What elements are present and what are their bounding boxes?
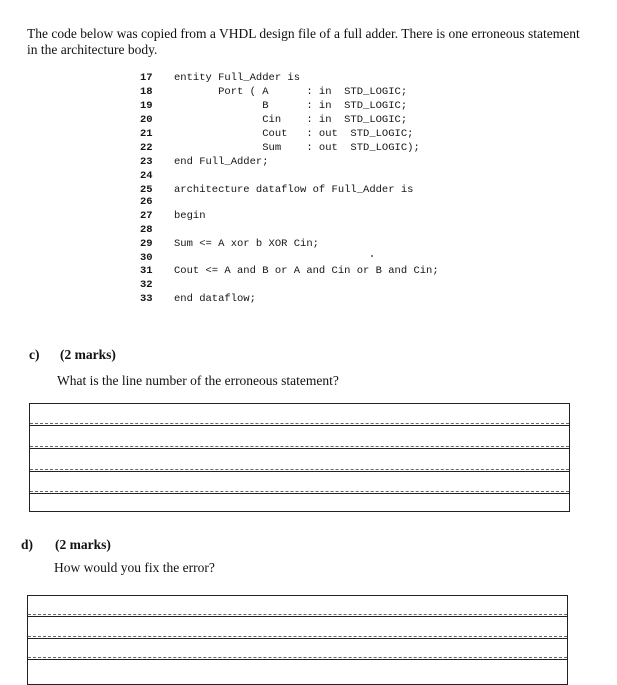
line-number: 21 [140,128,153,140]
code-text: Cout : out STD_LOGIC; [174,128,414,140]
line-number: 31 [140,265,153,277]
answer-line [30,446,569,447]
line-number: 26 [140,196,153,208]
code-text: end Full_Adder; [174,156,269,168]
line-number: 27 [140,210,153,222]
question-d-marks: (2 marks) [55,537,111,552]
line-number: 30 [140,252,153,264]
line-number: 25 [140,184,153,196]
line-number: 24 [140,170,153,182]
answer-line [30,423,569,424]
answer-line [30,493,569,494]
answer-line [30,469,569,470]
answer-line [28,614,567,615]
scan-speck [371,255,373,257]
answer-line [30,471,569,472]
line-number: 20 [140,114,153,126]
question-c-label: c) [29,347,40,362]
code-text: entity Full_Adder is [174,72,301,84]
code-text: Sum : out STD_LOGIC); [174,142,420,154]
answer-box-c[interactable] [29,403,570,512]
code-text: begin [174,210,206,222]
code-text: Port ( A : in STD_LOGIC; [174,86,408,98]
line-number: 32 [140,279,153,291]
code-text: Sum <= A xor b XOR Cin; [174,238,319,250]
line-number: 19 [140,100,153,112]
answer-line [30,425,569,426]
intro-paragraph: The code below was copied from a VHDL design file of a full adder. There is one erroneous statement in the architecture body. [27,26,580,57]
line-number: 17 [140,72,153,84]
line-number: 33 [140,293,153,305]
line-number: 29 [140,238,153,250]
answer-line [28,638,567,639]
answer-line [28,659,567,660]
line-number: 22 [140,142,153,154]
code-text: end dataflow; [174,293,256,305]
answer-line [30,491,569,492]
answer-line [30,448,569,449]
code-text: Cout <= A and B or A and Cin or B and Cin; [174,265,439,277]
answer-line [28,636,567,637]
question-c-text: What is the line number of the erroneous statement? [57,373,339,388]
code-text: architecture dataflow of Full_Adder is [174,184,414,196]
line-number: 28 [140,224,153,236]
answer-box-d[interactable] [27,595,568,685]
question-d-text: How would you fix the error? [54,560,215,575]
line-number: 23 [140,156,153,168]
question-c-marks: (2 marks) [60,347,116,362]
code-text: B : in STD_LOGIC; [174,100,408,112]
answer-line [28,657,567,658]
line-number: 18 [140,86,153,98]
question-d-label: d) [21,537,34,552]
answer-line [28,616,567,617]
code-text: Cin : in STD_LOGIC; [174,114,408,126]
